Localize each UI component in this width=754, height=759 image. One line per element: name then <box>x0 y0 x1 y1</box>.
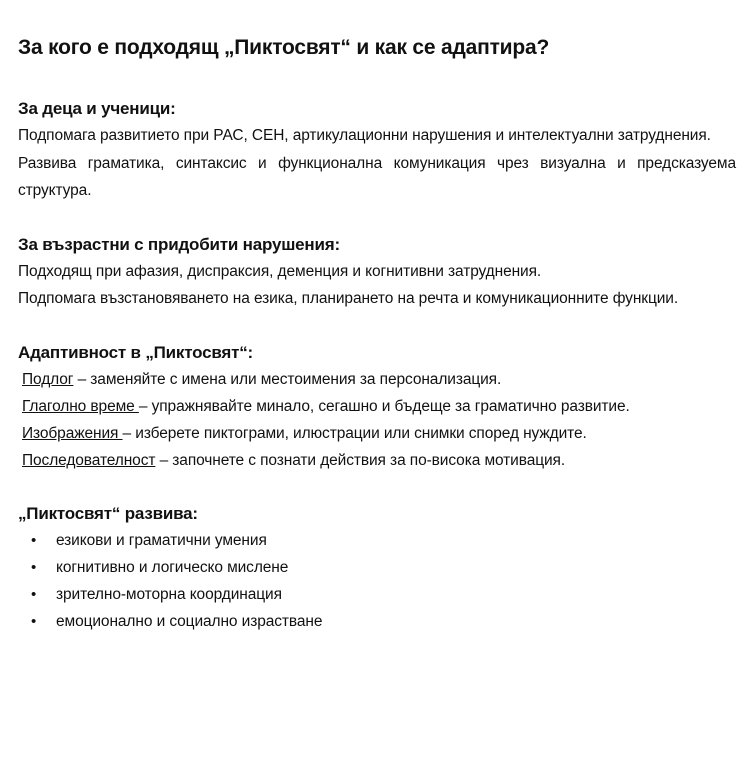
adaptivity-item-subject <box>18 366 736 393</box>
section-adaptivity <box>18 340 736 474</box>
section-develops <box>18 501 736 635</box>
develops-list <box>18 527 736 635</box>
section-heading-adaptivity: Адаптивност в „Пиктосвят“: <box>18 342 253 362</box>
term-tense: Глаголно време <box>22 397 139 415</box>
term-description: – заменяйте с имена или местоимения за персонализация. <box>73 370 502 388</box>
bullet-icon: • <box>31 531 37 549</box>
term-description: – започнете с познати действия за по-висока мотивация. <box>155 451 566 469</box>
term-images: Изображения <box>22 424 123 442</box>
section-adults <box>18 232 736 313</box>
section-heading-children: За деца и ученици: <box>18 99 176 118</box>
page-title: За кого е подходящ „Пиктосвят“ и как се адаптира? <box>18 36 550 59</box>
section-children <box>18 96 736 205</box>
paragraph: Подпомага възстановяването на езика, планирането на речта и комуникационните функции. <box>18 290 679 307</box>
term-subject: Подлог <box>22 370 74 388</box>
adaptivity-item-tense <box>18 393 736 420</box>
adaptivity-item-images <box>18 420 736 447</box>
list-item: • емоционално и социално израстване <box>56 608 736 635</box>
list-item: • езикови и граматични умения <box>56 527 736 554</box>
bullet-icon: • <box>31 558 37 576</box>
term-description: – упражнявайте минало, сегашно и бъдеще за граматично развитие. <box>138 397 630 415</box>
section-heading-adults: За възрастни с придобити нарушения: <box>18 234 340 254</box>
list-item: • зрително-моторна координация <box>56 581 736 608</box>
term-description: – изберете пиктограми, илюстрации или снимки според нуждите. <box>122 424 587 442</box>
section-heading-develops: „Пиктосвят“ развива: <box>18 503 198 523</box>
paragraph: Подпомага развитието при РАС, СЕН, артикулационни нарушения и интелектуални затруднения. <box>18 127 711 144</box>
paragraph: Подходящ при афазия, диспраксия, деменция и когнитивни затруднения. <box>18 262 542 280</box>
paragraph: Развива граматика, синтаксис и функционална комуникация чрез визуална и предсказуема структура. <box>18 154 736 199</box>
bullet-icon: • <box>31 612 37 630</box>
term-sequence: Последователност <box>22 451 156 469</box>
adaptivity-item-sequence <box>18 447 736 474</box>
bullet-icon: • <box>31 585 37 603</box>
list-item: • когнитивно и логическо мислене <box>56 554 736 581</box>
